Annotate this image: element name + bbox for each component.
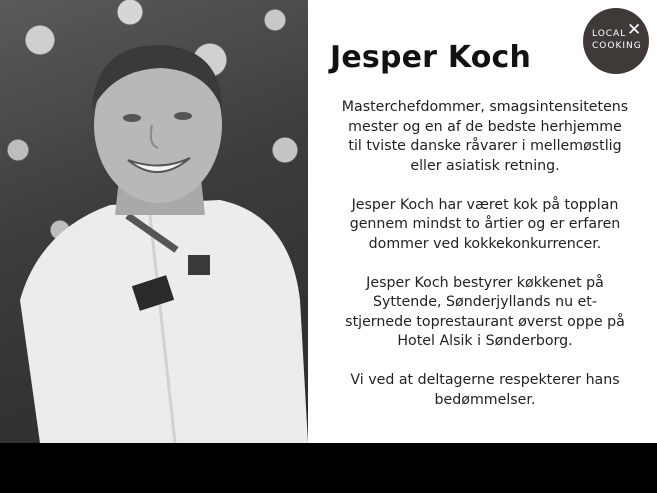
logo-line-1: LOCAL <box>592 29 627 39</box>
portrait-photo <box>0 0 308 443</box>
bio-paragraph: Masterchefdommer, smagsintensitetens mester og en af de bedste herhjemme til tviste danske råvarer i mellemøstlig eller asiatisk retning. <box>341 99 629 174</box>
cross-icon: ✕ <box>627 20 642 40</box>
local-cooking-logo <box>583 8 649 74</box>
page-title: Jesper Koch <box>330 40 532 75</box>
bottom-bar <box>0 443 657 493</box>
bio-paragraph: Vi ved at deltagerne respekterer hans bedømmelser. <box>350 372 620 408</box>
bio-text <box>340 98 630 430</box>
portrait-illustration <box>0 0 308 443</box>
bio-paragraph: Jesper Koch bestyrer køkkenet på Syttende, Sønderjyllands nu et-stjernede toprestaurant øverst oppe på Hotel Alsik i Sønderborg. <box>345 274 625 349</box>
logo-line-2: COOKING <box>592 41 642 51</box>
bio-paragraph: Jesper Koch har været kok på topplan gennem mindst to årtier og er erfaren dommer ved kokkekonkurrencer. <box>349 196 621 252</box>
